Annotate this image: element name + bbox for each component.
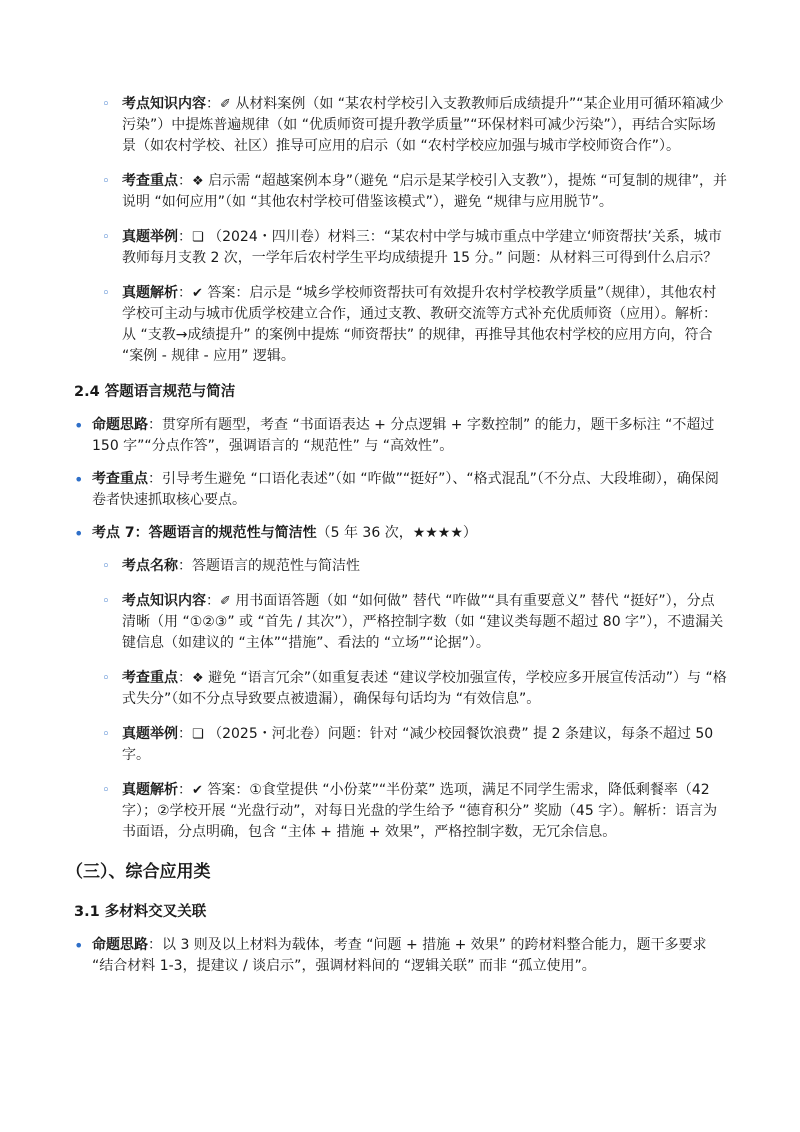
item-text: 贯穿所有题型，考查 “书面语表达 + 分点逻辑 + 字数控制” 的能力，题干多标注 “不超过 150 字”“分点作答”，强调语言的 “规范性” 与 “高效性”。 xyxy=(92,417,715,454)
item-text: 启示需 “超越案例本身”（避免 “启示是某学校引入支教”），提炼 “可复制的规律”，并说明 “如何应用”（如 “其他农村学校可借鉴该模式”），避免 “规律与应用脱节”。 xyxy=(122,173,727,210)
section-heading-2-4: 2.4 答题语言规范与简洁 xyxy=(74,384,236,400)
hollow-bullet-icon: ◦ xyxy=(102,174,110,189)
hollow-bullet-icon: ◦ xyxy=(102,783,110,798)
hollow-bullet-icon: ◦ xyxy=(102,671,110,686)
exam-point-title: 考点 7：答题语言的规范性与简洁性 xyxy=(92,525,317,541)
item-label: 真题举例 xyxy=(122,229,178,245)
item-label: 真题解析 xyxy=(122,782,178,798)
item-label: 真题解析 xyxy=(122,285,178,301)
section-3-1-list xyxy=(0,935,800,977)
item-label: 命题思路 xyxy=(92,937,148,953)
list-item: ◦ 真题举例：❏ （2024・四川卷）材料三：“某农村中学与城市重点中学建立‘师资帮扶’关系，城市教师每月支教 2 次，一学年后农村学生平均成绩提升 15 分。” 问题：从材料三可得到什么启示？ xyxy=(102,229,722,266)
list-item: ◦ 真题解析：✔ 答案：启示是 “城乡学校师资帮扶可有效提升农村学校教学质量”（规律），其他农村学校可主动与城市优质学校建立合作，通过支教、教研交流等方式补充优质师资（应用）。解析：从 “支教→成绩提升” 的案例中提炼 “师资帮扶” 的规律，再推导其他农村学校的应用方向，符合 “案例 - 规律 - 应用” 逻辑。 xyxy=(102,285,717,364)
list-item: ◦ 考点名称：答题语言的规范性与简洁性 xyxy=(0,556,800,577)
item-label: 考点知识内容 xyxy=(122,96,206,112)
item-text: 从材料案例（如 “某农村学校引入支教教师后成绩提升”“某企业用可循环箱减少污染”）中提炼普遍规律（如 “优质师资可提升教学质量”“环保材料可减少污染”），再结合实际场景（如农村学校、社区）推导可应用的启示（如 “农村学校应加强与城市学校师资合作”）。 xyxy=(122,96,724,154)
item-text: 避免 “语言冗余”（如重复表述 “建议学校加强宣传，学校应多开展宣传活动”）与 “格式失分”（如不分点导致要点被遗漏），确保每句话均为 “有效信息”。 xyxy=(122,670,727,707)
list-item: ◦ 考查重点：❖ 启示需 “超越案例本身”（避免 “启示是某学校引入支教”），提炼 “可复制的规律”，并说明 “如何应用”（如 “其他农村学校可借鉴该模式”），避免 “规律与应用脱节”。 xyxy=(102,173,727,210)
list-item: ◦ 真题解析：✔ 答案：①食堂提供 “小份菜”“半份菜” 选项，满足不同学生需求，降低剩餐率（42 字）；②学校开展 “光盘行动”，对每日光盘的学生给予 “德育积分” 奖励（45 字）。解析：语言为书面语，分点明确，包含 “主体 + 措施 + 效果”，严格控制字数，无冗余信息。 xyxy=(102,782,718,840)
item-label: 考查重点 xyxy=(92,471,148,487)
list-item: ◦ 考点知识内容：✐ 用书面语答题（如 “如何做” 替代 “咋做”“具有重要意义” 替代 “挺好”），分点清晰（用 “①②③” 或 “首先 / 其次”），严格控制字数（如 “建议类每题不超过 80 字”），不遗漏关键信息（如建议的 “主体”“措施”、看法的 “立场”“论据”）。 xyxy=(102,593,724,651)
item-text: 以 3 则及以上材料为载体，考查 “问题 + 措施 + 效果” 的跨材料整合能力，题干多要求 “结合材料 1-3，提建议 / 谈启示”，强调材料间的 “逻辑关联” 而非 “孤立使用”。 xyxy=(92,937,707,974)
item-label: 真题举例 xyxy=(122,726,178,742)
hollow-bullet-icon: ◦ xyxy=(102,559,110,574)
section-heading-3: （三）、综合应用类 xyxy=(66,862,211,882)
bullet-icon: • xyxy=(74,470,84,489)
exam-point-frequency: （5 年 36 次，★★★★） xyxy=(316,525,477,541)
hollow-bullet-icon: ◦ xyxy=(102,286,110,301)
exam-point-6-details xyxy=(0,94,800,367)
list-item: • 考查重点：引导考生避免 “口语化表述”（如 “咋做”“挺好”）、“格式混乱”（不分点、大段堆砌），确保阅卷者快速抓取核心要点。 xyxy=(74,470,719,508)
list-item: ◦ 考查重点：❖ 避免 “语言冗余”（如重复表述 “建议学校加强宣传，学校应多开展宣传活动”）与 “格式失分”（如不分点导致要点被遗漏），确保每句话均为 “有效信息”。 xyxy=(102,670,727,707)
item-label: 命题思路 xyxy=(92,417,148,433)
item-text: 答题语言的规范性与简洁性 xyxy=(192,558,360,574)
hollow-bullet-icon: ◦ xyxy=(102,97,110,112)
exam-point-7 xyxy=(0,523,800,843)
item-text: 答案：启示是 “城乡学校师资帮扶可有效提升农村学校教学质量”（规律），其他农村学校可主动与城市优质学校建立合作，通过支教、教研交流等方式补充优质师资（应用）。解析：从 “支教→成绩提升” 的案例中提炼 “师资帮扶” 的规律，再推导其他农村学校的应用方向，符合 “案例 - 规律 - 应用” 逻辑。 xyxy=(122,285,717,364)
diamond-icon: ❖ xyxy=(192,671,204,686)
item-label: 考查重点 xyxy=(122,173,178,189)
box-icon: ❏ xyxy=(192,230,204,245)
item-text: 引导考生避免 “口语化表述”（如 “咋做”“挺好”）、“格式混乱”（不分点、大段堆砌），确保阅卷者快速抓取核心要点。 xyxy=(92,471,719,508)
exam-point-7-details xyxy=(0,556,800,843)
box-icon: ❏ xyxy=(192,727,204,742)
hollow-bullet-icon: ◦ xyxy=(102,594,110,609)
bullet-icon: • xyxy=(74,416,84,435)
item-text: 答案：①食堂提供 “小份菜”“半份菜” 选项，满足不同学生需求，降低剩餐率（42 字）；②学校开展 “光盘行动”，对每日光盘的学生给予 “德育积分” 奖励（45 字）。解析：语言为书面语，分点明确，包含 “主体 + 措施 + 效果”，严格控制字数，无冗余信息。 xyxy=(122,782,718,840)
checkmark-icon: ✔ xyxy=(192,783,203,798)
list-item: ◦ 真题举例：❏ （2025・河北卷）问题：针对 “减少校园餐饮浪费” 提 2 条建议，每条不超过 50 字。 xyxy=(102,726,714,763)
item-text: （2025・河北卷）问题：针对 “减少校园餐饮浪费” 提 2 条建议，每条不超过 50 字。 xyxy=(122,726,714,763)
hollow-bullet-icon: ◦ xyxy=(102,727,110,742)
item-label: 考点知识内容 xyxy=(122,593,206,609)
section-heading-3-1: 3.1 多材料交叉关联 xyxy=(74,904,207,920)
item-text: （2024・四川卷）材料三：“某农村中学与城市重点中学建立‘师资帮扶’关系，城市教师每月支教 2 次，一学年后农村学生平均成绩提升 15 分。” 问题：从材料三可得到什么启示？ xyxy=(122,229,722,266)
item-label: 考查重点 xyxy=(122,670,178,686)
hollow-bullet-icon: ◦ xyxy=(102,230,110,245)
item-text: 用书面语答题（如 “如何做” 替代 “咋做”“具有重要意义” 替代 “挺好”），分点清晰（用 “①②③” 或 “首先 / 其次”），严格控制字数（如 “建议类每题不超过 80 字”），不遗漏关键信息（如建议的 “主体”“措施”、看法的 “立场”“论据”）。 xyxy=(122,593,724,651)
section-2-4-list xyxy=(0,415,800,843)
item-label: 考点名称 xyxy=(122,558,178,574)
list-item: • 命题思路：以 3 则及以上材料为载体，考查 “问题 + 措施 + 效果” 的跨材料整合能力，题干多要求 “结合材料 1-3，提建议 / 谈启示”，强调材料间的 “逻辑关联” 而非 “孤立使用”。 xyxy=(74,936,707,974)
bullet-icon: • xyxy=(74,936,84,955)
pencil-icon: ✐ xyxy=(220,594,231,609)
pencil-icon: ✐ xyxy=(220,97,231,112)
checkmark-icon: ✔ xyxy=(192,286,203,301)
list-item: • 命题思路：贯穿所有题型，考查 “书面语表达 + 分点逻辑 + 字数控制” 的能力，题干多标注 “不超过 150 字”“分点作答”，强调语言的 “规范性” 与 “高效性”。 xyxy=(74,416,715,454)
list-item: ◦ 考点知识内容：✐ 从材料案例（如 “某农村学校引入支教教师后成绩提升”“某企业用可循环箱减少污染”）中提炼普遍规律（如 “优质师资可提升教学质量”“环保材料可减少污染”），再结合实际场景（如农村学校、社区）推导可应用的启示（如 “农村学校应加强与城市学校师资合作”）。 xyxy=(102,96,724,154)
diamond-icon: ❖ xyxy=(192,174,204,189)
bullet-icon: • xyxy=(74,524,84,543)
